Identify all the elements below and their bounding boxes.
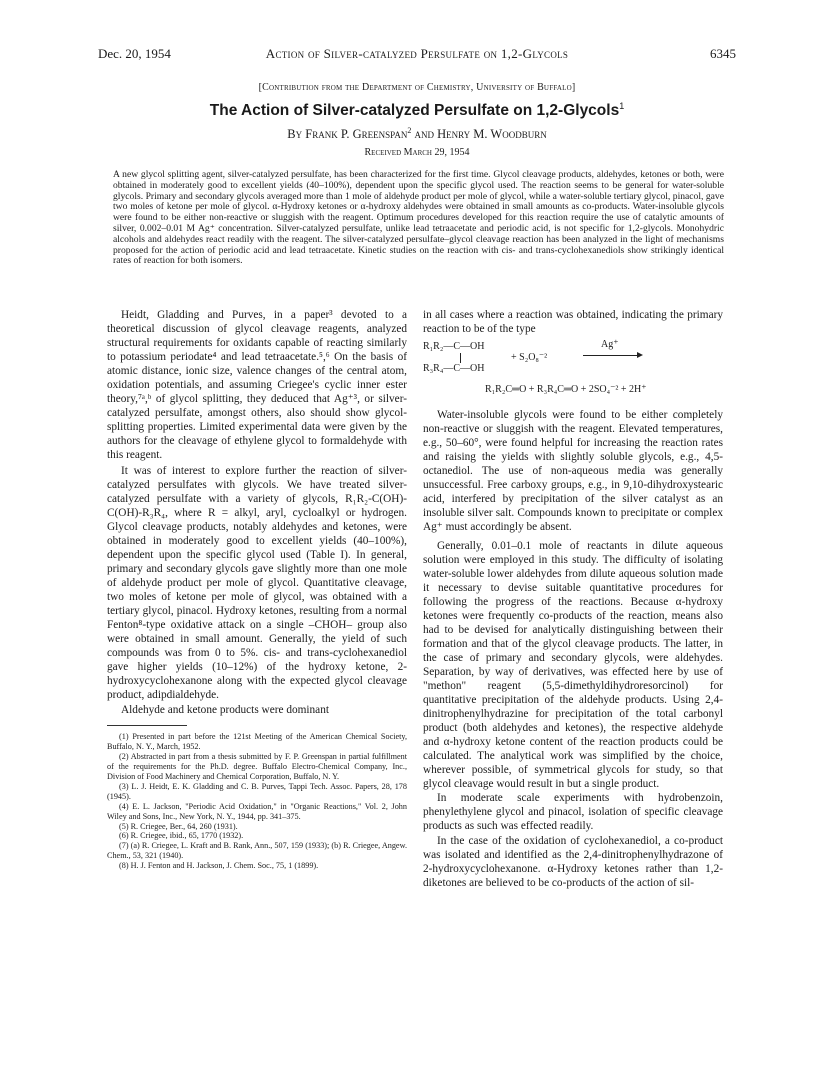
abstract: A new glycol splitting agent, silver-catalyzed persulfate, has been characterized for the first time. Glycol cleavage products, aldehydes, ketones or both, were obtained in moderately good to excellent yields (40–100%), dependent upon the specific glycol used. The reaction seems to be general for water-soluble glycols. Primary and secondary glycols averaged more than 1 mole of aldehyde product per mole of glycol, while a water-soluble tertiary glycol, pinacol, gave two moles of ketone per mole of glycol. α-Hydroxy ketones or α-hydroxy aldehydes were obtained in small amounts as co-products. Water-insoluble glycols were found to be either non-reactive or sluggish with the reagent. Optimum procedures developed for this reaction require the use of catalytic amounts of silver, 0.002–0.01 M Ag⁺ concentration. Silver-catalyzed persulfate, unlike lead tetraacetate and periodic acid, is not specific for 1,2-glycols. Monohydric alcohols and aldehydes react readily with the reagent. The silver-catalyzed persulfate–glycol cleavage reaction has been analyzed in the light of mechanisms proposed for the action of periodic acid and lead tetraacetate. Kinetic studies on the reaction with cis- and trans-cyclohexanediols show strikingly identical rates of reaction for both isomers. [113, 169, 724, 267]
issue-date: Dec. 20, 1954 [98, 46, 171, 61]
equation-arrow [583, 355, 639, 356]
right-column [423, 308, 723, 890]
footnote: (8) H. J. Fenton and H. Jackson, J. Chem. Soc., 75, 1 (1899). [119, 861, 319, 871]
reaction-equation [423, 338, 723, 402]
footnotes [107, 732, 407, 871]
article-title-text: The Action of Silver-catalyzed Persulfate on 1,2-Glycols [209, 102, 620, 120]
author-line [98, 126, 736, 142]
contribution-line: [Contribution from the Department of Chemistry, University of Buffalo] [258, 82, 576, 93]
running-title: Action of Silver-catalyzed Persulfate on 1,2-Glycols [265, 46, 569, 61]
footnote-rule [107, 725, 187, 726]
article-title [98, 101, 736, 120]
equation-products: R₁R₂C═O + R₃R₄C═O + 2SO₄⁻² + 2H⁺ [485, 384, 647, 396]
paragraph: In moderate scale experiments with hydrobenzoin, phenylethylene glycol and pinacol, isolation of specific cleavage products as such was effected readily. [423, 792, 723, 833]
footnote: (1) Presented in part before the 121st Meeting of the American Chemical Society, Buffalo, N. Y., March, 1952. [107, 732, 407, 752]
footnote: (4) E. L. Jackson, "Periodic Acid Oxidation," in "Organic Reactions," Vol. 2, John Wiley and Sons, Inc., New York, N. Y., 1944, pp. 341–375. [107, 801, 407, 821]
author-1: Frank P. Greenspan [305, 127, 408, 142]
running-header [98, 46, 736, 64]
footnote: (5) R. Criegee, Ber., 64, 260 (1931). [119, 821, 238, 831]
paragraph: Heidt, Gladding and Purves, in a paper³ devoted to a theoretical discussion of glycol cleavage reagents, analyzed structural requirements for oxidants capable of reacting similarly to potassium periodate⁴ and lead tetraacetate.⁵,⁶ On the basis of atomic distance, ionic size, valence changes of the central atom, oxidation potentials, and assuming Criegee's cyclic inner ester theory,⁷ᵃ,ᵇ of glycol splitting, they deduced that Ag⁺³, or silver-catalyzed persulfate, amongst others, also should show glycol-splitting properties. Limited experimental data were given by the authors for the cleavage of ethylene glycol to formaldehyde with this reagent. [107, 309, 407, 462]
paragraph: Water-insoluble glycols were found to be either completely non-reactive or sluggish with the reagent. Elevated temperatures, e.g., 50–60°, were found helpful for increasing the reaction rates and raising the yields with slightly soluble glycols, e.g., 4,5-octanediol. The use of non-aqueous media was generally unsuccessful. Free carboxy groups, e.g., in 9,10-dihydroxystearic acid, interfered by precipitation of the silver catalyst as an insoluble silver salt. Compounds known to precipitate or complex Ag⁺ must accordingly be absent. [423, 409, 723, 534]
paragraph: It was of interest to explore further the reaction of silver-catalyzed persulfates with glycols. We have treated silver-catalyzed persulfate with a variety of glycols, R₁R₂-C(OH)-C(OH)-R₃R₄, where R = alkyl, aryl, cycloalkyl or hydrogen. Glycol cleavage products, notably aldehydes and ketones, were obtained in moderately good to excellent yields (40–100%), dependent upon the specific glycol used (Table I). In general, primary and secondary glycols gave slightly more than one mole of aldehyde product per mole of glycol. Quantitative cleavage, two moles of ketone per mole of glycol, was obtained with a tertiary glycol, pinacol. Hydroxy ketones, resulting from a normal Fenton⁸-type oxidative attack on a single –CHOH– group also were obtained in small amount. Generally, the yield of such compounds was from 0 to 5%. cis- and trans-cyclohexanediol gave higher yields (10–12%) of the hydroxy ketone, 2-hydroxycyclohexanone along with the expected glycol cleavage product, adipdialdehyde. [107, 464, 407, 702]
paragraph: Generally, 0.01–0.1 mole of reactants in dilute aqueous solution were employed in this study. The difficulty of isolating water-soluble lower aldehydes from dilute aqueous solution made it necessary to devise suitable quantitative procedures for following the progress of the reactions. Because α-hydroxy ketones were frequently co-products of the reaction, means also had to be devised for analytically distinguishing between their formation and that of the glycol cleavage products. The latter, in the case of primary and secondary glycols, were aldehydes. Separation, by way of derivatives, was effected here by use of "methon" reagent (5,5-dimethyldihydroresorcinol) for quantitative precipitation of the aldehyde products. Using 2,4-dinitrophenylhydrazine for precipitation of the total carbonyl product (both aldehydes and ketones), the respective aldehyde and α-hydroxy ketone content of the reaction products could be calculated. The analytical work was simplified by the choice, wherever possible, of symmetrical glycols for study, so that glycol cleavage would result in but a single product. [423, 539, 723, 791]
equation-catalyst: Ag⁺ [601, 339, 619, 351]
equation-arrow-head [637, 352, 643, 358]
footnote: (7) (a) R. Criegee, L. Kraft and B. Rank, Ann., 507, 159 (1933); (b) R. Criegee, Angew. Chem., 53, 321 (1940). [107, 841, 407, 861]
title-footnote-mark: 1 [619, 101, 625, 111]
equation-top-reactant: R₁R₂—C—OH [423, 341, 485, 353]
author-2: Henry M. Woodburn [437, 127, 547, 142]
footnote: (3) L. J. Heidt, E. K. Gladding and C. B. Purves, Tappi Tech. Assoc. Papers, 28, 178 (1945). [107, 781, 407, 801]
paragraph: in all cases where a reaction was obtained, indicating the primary reaction to be of the type [423, 309, 723, 336]
author-1-footnote-mark: 2 [407, 126, 412, 135]
paragraph: In the case of the oxidation of cyclohexanediol, a co-product was isolated and identified as the 2,4-dinitrophenylhydrazone of 2-hydroxycyclohexanone. α-Hydroxy ketones rather than 1,2-diketones are believed to be co-products of the action of sil- [423, 834, 723, 889]
footnote: (2) Abstracted in part from a thesis submitted by F. P. Greenspan in partial fulfillment of the requirements for the Ph.D. degree. Buffalo Electro-Chemical Company, Inc., Division of Food Machinery and Chemical Corporation, Buffalo, N. Y. [107, 752, 407, 781]
author-and: and [414, 127, 434, 142]
page-number: 6345 [710, 46, 736, 61]
equation-bottom-reactant: R₃R₄—C—OH [423, 363, 485, 375]
footnote: (6) R. Criegee, ibid., 65, 1770 (1932). [119, 831, 244, 841]
left-column [107, 308, 407, 871]
paragraph: Aldehyde and ketone products were dominant [121, 704, 329, 717]
equation-reagent: + S₂O₈⁻² [511, 352, 548, 364]
received-date: Received March 29, 1954 [364, 147, 470, 158]
author-by: By [287, 127, 303, 142]
